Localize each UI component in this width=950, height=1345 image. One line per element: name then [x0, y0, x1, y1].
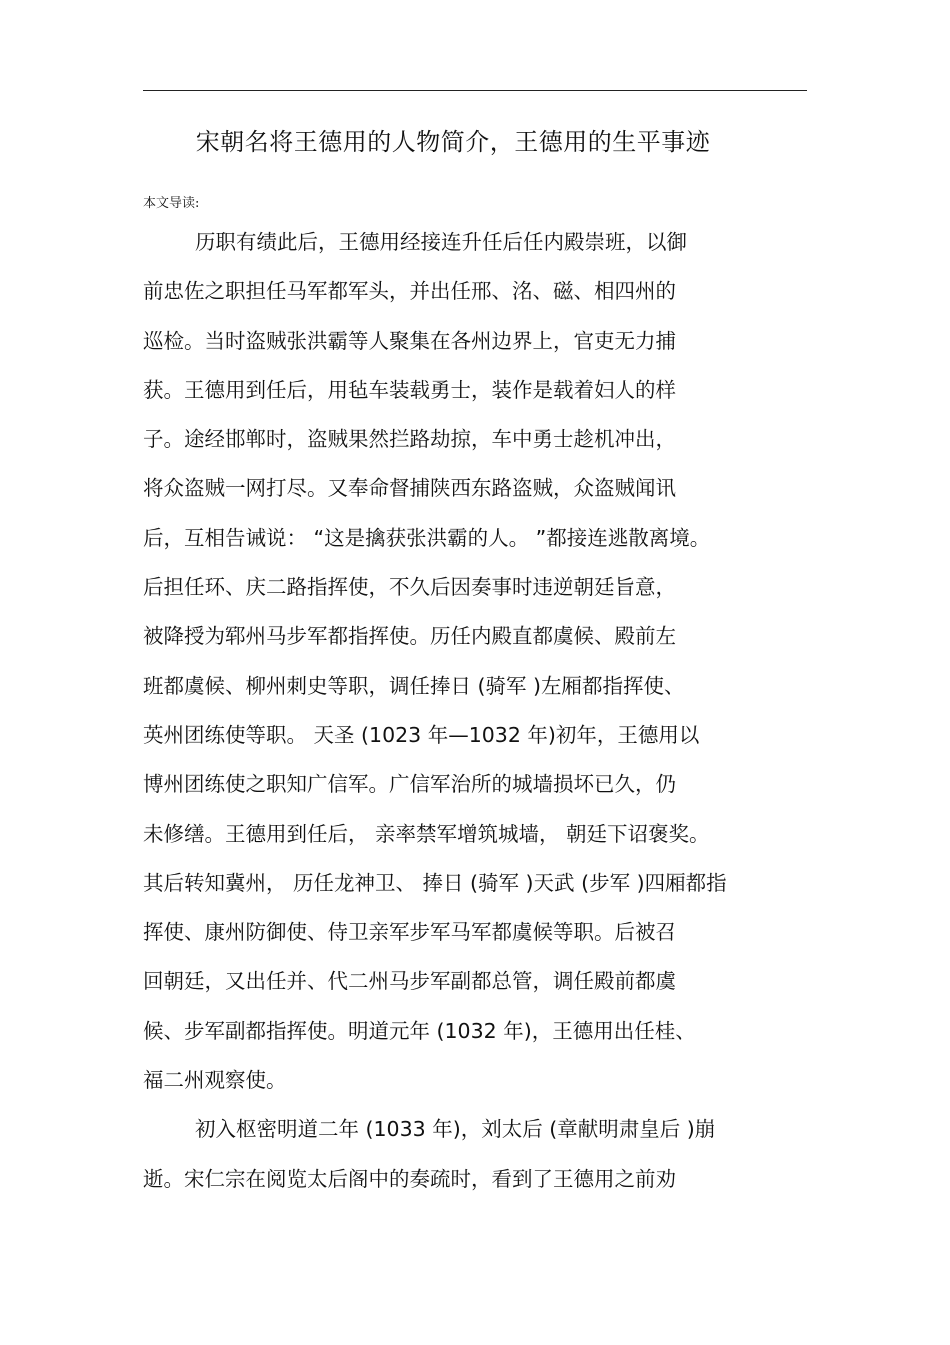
- header-rule: [143, 90, 807, 91]
- body-line: 博州团练使之职知广信军。广信军治所的城墙损坏已久，仍: [143, 772, 676, 797]
- body-line: 后，互相告诫说： “这是擒获张洪霸的人。 ”都接连逃散离境。: [143, 525, 711, 550]
- body-line: 将众盗贼一网打尽。又奉命督捕陕西东路盗贼，众盗贼闻讯: [143, 476, 676, 501]
- body-line: 历职有绩此后，王德用经接连升任后任内殿崇班，以御: [195, 230, 687, 254]
- body-line: 获。王德用到任后，用毡车装载勇士，装作是载着妇人的样: [143, 377, 676, 402]
- body-line: 子。途经邯郸时，盗贼果然拦路劫掠，车中勇士趁机冲出，: [143, 427, 676, 452]
- body-line: 班都虞候、柳州刺史等职，调任捧日 (骑军 )左厢都指挥使、: [143, 673, 685, 698]
- body-line: 回朝廷，又出任并、代二州马步军副都总管，调任殿前都虞: [143, 969, 676, 994]
- body-line: 英州团练使等职。 天圣 (1023 年—1032 年)初年，王德用以: [143, 722, 700, 747]
- body-line: 初入枢密明道二年 (1033 年)，刘太后 (章献明肃皇后 )崩: [195, 1117, 716, 1142]
- body-line: 逝。宋仁宗在阅览太后阁中的奏疏时，看到了王德用之前劝: [143, 1166, 676, 1191]
- body-line: 福二州观察使。: [143, 1068, 287, 1093]
- body-line: 巡检。当时盗贼张洪霸等人聚集在各州边界上，官吏无力捕: [143, 328, 676, 353]
- article-title: 宋朝名将王德用的人物简介，王德用的生平事迹: [195, 128, 711, 156]
- body-line: 被降授为郓州马步军都指挥使。历任内殿直都虞候、殿前左: [143, 624, 676, 649]
- intro-label: 本文导读:: [143, 196, 200, 211]
- body-line: 挥使、康州防御使、侍卫亲军步军马军都虞候等职。后被召: [143, 920, 676, 945]
- body-line: 候、步军副都指挥使。明道元年 (1032 年)，王德用出任桂、: [143, 1018, 696, 1043]
- body-line: 前忠佐之职担任马军都军头，并出任邢、洺、磁、相四州的: [143, 279, 676, 304]
- body-line: 未修缮。王德用到任后， 亲率禁军增筑城墙， 朝廷下诏褒奖。: [143, 821, 710, 846]
- body-line: 其后转知冀州， 历任龙神卫、 捧日 (骑军 )天武 (步军 )四厢都指: [143, 870, 727, 895]
- body-line: 后担任环、庆二路指挥使，不久后因奏事时违逆朝廷旨意，: [143, 575, 676, 600]
- article-body: [143, 224, 823, 1210]
